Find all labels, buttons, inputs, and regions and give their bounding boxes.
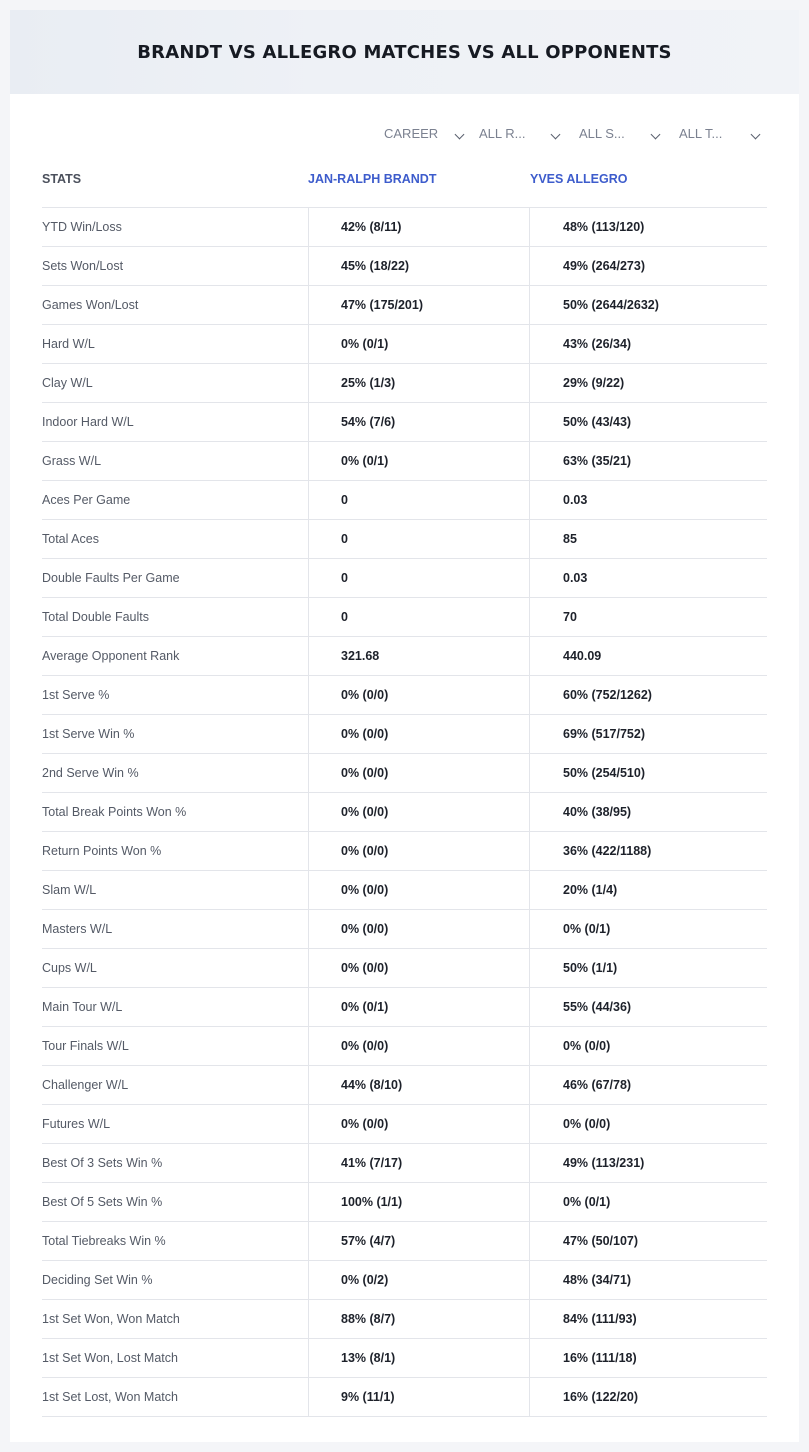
table-row xyxy=(42,715,767,754)
player2-stat-value: 50% (254/510) xyxy=(529,754,767,792)
player1-stat-value: 100% (1/1) xyxy=(308,1183,529,1221)
table-row xyxy=(42,949,767,988)
stat-label: Indoor Hard W/L xyxy=(42,415,134,429)
player2-stat-value: 46% (67/78) xyxy=(529,1066,767,1104)
table-row xyxy=(42,1066,767,1105)
player2-stat-value: 16% (111/18) xyxy=(529,1339,767,1377)
stat-label: Best Of 3 Sets Win % xyxy=(42,1156,163,1170)
table-row xyxy=(42,286,767,325)
table-row xyxy=(42,364,767,403)
player1-stat-value: 54% (7/6) xyxy=(308,403,529,441)
stat-label: Masters W/L xyxy=(42,922,113,936)
stat-label: Main Tour W/L xyxy=(42,1000,123,1014)
player2-stat-value: 48% (34/71) xyxy=(529,1261,767,1299)
player2-stat-value: 48% (113/120) xyxy=(529,208,767,246)
player2-stat-value: 40% (38/95) xyxy=(529,793,767,831)
filter-label: ALL T... xyxy=(679,126,723,141)
table-row xyxy=(42,1144,767,1183)
table-row xyxy=(42,1183,767,1222)
page-title: BRANDT VS ALLEGRO MATCHES VS ALL OPPONENTS xyxy=(137,41,672,63)
stat-label: Return Points Won % xyxy=(42,844,162,858)
player2-stat-value: 50% (2644/2632) xyxy=(529,286,767,324)
chevron-down-icon xyxy=(455,130,465,140)
stat-label: Total Double Faults xyxy=(42,610,150,624)
player2-stat-value: 84% (111/93) xyxy=(529,1300,767,1338)
player1-stat-value: 0% (0/0) xyxy=(308,949,529,987)
table-row xyxy=(42,1222,767,1261)
table-row xyxy=(42,247,767,286)
player1-stat-value: 25% (1/3) xyxy=(308,364,529,402)
table-row xyxy=(42,1378,767,1417)
player1-stat-value: 0 xyxy=(308,559,529,597)
table-body xyxy=(42,208,767,1417)
player1-stat-value: 47% (175/201) xyxy=(308,286,529,324)
stat-label: Aces Per Game xyxy=(42,493,131,507)
player2-stat-value: 50% (1/1) xyxy=(529,949,767,987)
stat-label: 2nd Serve Win % xyxy=(42,766,139,780)
table-row xyxy=(42,754,767,793)
player1-stat-value: 0% (0/0) xyxy=(308,754,529,792)
player1-stat-value: 44% (8/10) xyxy=(308,1066,529,1104)
filter-label: ALL R... xyxy=(479,126,526,141)
player2-stat-value: 16% (122/20) xyxy=(529,1378,767,1416)
table-row xyxy=(42,1300,767,1339)
stat-label: 1st Serve % xyxy=(42,688,110,702)
stat-label: Games Won/Lost xyxy=(42,298,139,312)
player1-stat-value: 45% (18/22) xyxy=(308,247,529,285)
stat-label: Sets Won/Lost xyxy=(42,259,124,273)
player2-stat-value: 85 xyxy=(529,520,767,558)
player1-stat-value: 88% (8/7) xyxy=(308,1300,529,1338)
stat-label: Tour Finals W/L xyxy=(42,1039,129,1053)
stat-label: Double Faults Per Game xyxy=(42,571,180,585)
stat-label: Deciding Set Win % xyxy=(42,1273,153,1287)
player1-stat-value: 0 xyxy=(308,520,529,558)
player2-stat-value: 36% (422/1188) xyxy=(529,832,767,870)
stat-label: Average Opponent Rank xyxy=(42,649,180,663)
stat-label: Futures W/L xyxy=(42,1117,111,1131)
table-header xyxy=(42,160,767,208)
player2-stat-value: 49% (264/273) xyxy=(529,247,767,285)
stat-label: 1st Serve Win % xyxy=(42,727,135,741)
stat-label: 1st Set Lost, Won Match xyxy=(42,1390,178,1404)
stat-label: Hard W/L xyxy=(42,337,95,351)
table-row xyxy=(42,1339,767,1378)
player2-column-header[interactable]: YVES ALLEGRO xyxy=(530,172,628,186)
player1-stat-value: 0% (0/2) xyxy=(308,1261,529,1299)
stat-label: Total Tiebreaks Win % xyxy=(42,1234,166,1248)
player2-stat-value: 50% (43/43) xyxy=(529,403,767,441)
player2-stat-value: 0% (0/1) xyxy=(529,910,767,948)
filter-label: ALL S... xyxy=(579,126,625,141)
table-row xyxy=(42,1027,767,1066)
player2-stat-value: 63% (35/21) xyxy=(529,442,767,480)
table-row xyxy=(42,442,767,481)
table-row xyxy=(42,520,767,559)
stat-label: Slam W/L xyxy=(42,883,97,897)
stat-label: Grass W/L xyxy=(42,454,102,468)
player1-stat-value: 13% (8/1) xyxy=(308,1339,529,1377)
player2-stat-value: 0.03 xyxy=(529,481,767,519)
career-filter-select[interactable] xyxy=(384,126,474,141)
stat-label: Total Break Points Won % xyxy=(42,805,187,819)
player2-stat-value: 70 xyxy=(529,598,767,636)
player2-stat-value: 0% (0/0) xyxy=(529,1105,767,1143)
player1-stat-value: 0% (0/0) xyxy=(308,871,529,909)
player1-stat-value: 0% (0/1) xyxy=(308,988,529,1026)
player1-stat-value: 0% (0/1) xyxy=(308,325,529,363)
player2-stat-value: 43% (26/34) xyxy=(529,325,767,363)
table-row xyxy=(42,676,767,715)
table-row xyxy=(42,832,767,871)
table-row xyxy=(42,559,767,598)
stat-label: Best Of 5 Sets Win % xyxy=(42,1195,163,1209)
table-row xyxy=(42,481,767,520)
page-header xyxy=(10,10,799,94)
table-row xyxy=(42,325,767,364)
player1-stat-value: 0% (0/0) xyxy=(308,910,529,948)
player2-stat-value: 29% (9/22) xyxy=(529,364,767,402)
player1-stat-value: 0% (0/0) xyxy=(308,1027,529,1065)
stat-label: YTD Win/Loss xyxy=(42,220,122,234)
stat-label: Cups W/L xyxy=(42,961,97,975)
stat-label: 1st Set Won, Won Match xyxy=(42,1312,180,1326)
chevron-down-icon xyxy=(651,130,661,140)
stat-label: 1st Set Won, Lost Match xyxy=(42,1351,178,1365)
player2-stat-value: 20% (1/4) xyxy=(529,871,767,909)
player1-stat-value: 42% (8/11) xyxy=(308,208,529,246)
tournament-filter-select[interactable] xyxy=(679,126,769,141)
player2-stat-value: 69% (517/752) xyxy=(529,715,767,753)
player1-column-header[interactable]: JAN-RALPH BRANDT xyxy=(308,172,437,186)
player1-stat-value: 321.68 xyxy=(308,637,529,675)
player1-stat-value: 0% (0/0) xyxy=(308,715,529,753)
stats-card xyxy=(10,10,799,1442)
stats-table xyxy=(42,160,767,1417)
player2-stat-value: 55% (44/36) xyxy=(529,988,767,1026)
chevron-down-icon xyxy=(751,130,761,140)
player2-stat-value: 49% (113/231) xyxy=(529,1144,767,1182)
table-row xyxy=(42,871,767,910)
player1-stat-value: 0% (0/0) xyxy=(308,676,529,714)
table-row xyxy=(42,910,767,949)
table-row xyxy=(42,1105,767,1144)
table-row xyxy=(42,208,767,247)
surface-filter-select[interactable] xyxy=(579,126,669,141)
stats-column-header: STATS xyxy=(42,172,82,186)
player1-stat-value: 0% (0/0) xyxy=(308,832,529,870)
stat-label: Clay W/L xyxy=(42,376,93,390)
player1-stat-value: 0% (0/0) xyxy=(308,793,529,831)
stat-label: Total Aces xyxy=(42,532,99,546)
player2-stat-value: 440.09 xyxy=(529,637,767,675)
player2-stat-value: 0% (0/0) xyxy=(529,1027,767,1065)
table-row xyxy=(42,988,767,1027)
player1-stat-value: 41% (7/17) xyxy=(308,1144,529,1182)
table-row xyxy=(42,403,767,442)
table-row xyxy=(42,598,767,637)
chevron-down-icon xyxy=(551,130,561,140)
player2-stat-value: 0.03 xyxy=(529,559,767,597)
player2-stat-value: 0% (0/1) xyxy=(529,1183,767,1221)
stat-label: Challenger W/L xyxy=(42,1078,129,1092)
table-row xyxy=(42,793,767,832)
player1-stat-value: 9% (11/1) xyxy=(308,1378,529,1416)
filter-label: CAREER xyxy=(384,126,439,141)
player2-stat-value: 47% (50/107) xyxy=(529,1222,767,1260)
player1-stat-value: 0% (0/0) xyxy=(308,1105,529,1143)
round-filter-select[interactable] xyxy=(479,126,569,141)
player1-stat-value: 0 xyxy=(308,598,529,636)
player1-stat-value: 0 xyxy=(308,481,529,519)
player1-stat-value: 0% (0/1) xyxy=(308,442,529,480)
player1-stat-value: 57% (4/7) xyxy=(308,1222,529,1260)
table-row xyxy=(42,1261,767,1300)
table-row xyxy=(42,637,767,676)
player2-stat-value: 60% (752/1262) xyxy=(529,676,767,714)
